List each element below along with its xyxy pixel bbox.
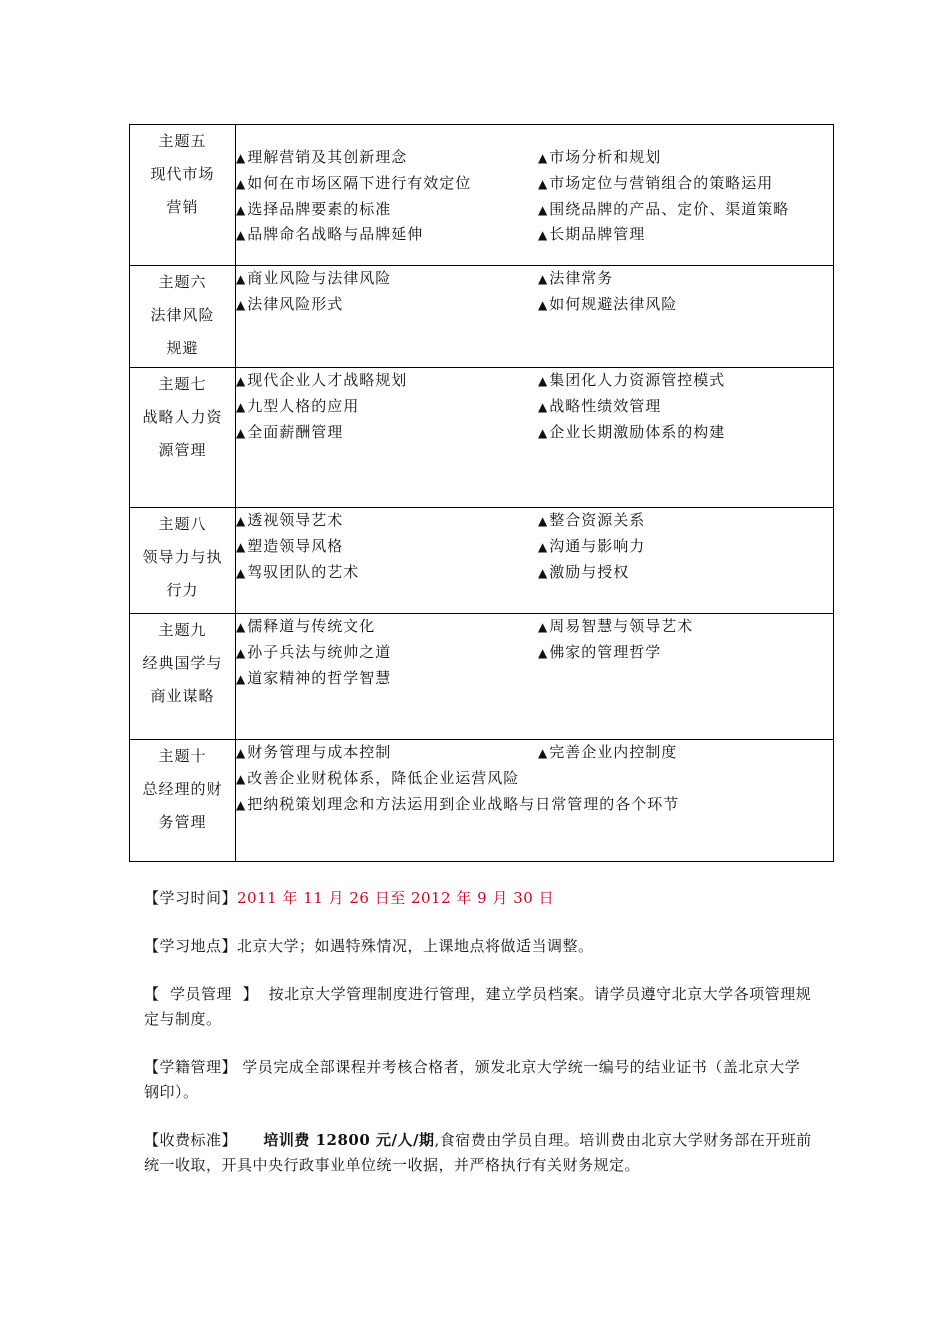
topic-items-cell: [236, 266, 834, 368]
triangle-bullet-icon: ▲: [236, 374, 247, 388]
topic-items-grid: [236, 508, 833, 585]
topic-item-text: 九型人格的应用: [247, 396, 360, 415]
triangle-bullet-icon: ▲: [236, 151, 247, 165]
topic-item-text: 法律风险形式: [247, 294, 344, 313]
topic-item-text: 法律常务: [549, 269, 614, 287]
topic-item-text: 市场定位与营销组合的策略运用: [549, 173, 774, 192]
topic-items-cell: [236, 614, 834, 740]
topic-item: [538, 292, 828, 318]
topic-title-cell: [130, 368, 236, 508]
student-management-paragraph: [144, 982, 814, 1032]
topic-title-line: 领导力与执: [142, 548, 223, 566]
topic-items-cell: [236, 740, 834, 862]
topic-item: [236, 508, 538, 534]
topic-item-text: 企业长期激励体系的构建: [549, 422, 726, 441]
triangle-bullet-icon: ▲: [538, 176, 549, 191]
triangle-bullet-icon: ▲: [236, 539, 247, 554]
fee-label: 【收费标准】: [144, 1131, 238, 1149]
student-management-value: 按北京大学管理制度进行管理，建立学员档案。请学员遵守北京大学各项管理规定与制度。: [144, 985, 812, 1028]
triangle-bullet-icon: ▲: [538, 151, 549, 165]
triangle-bullet-icon: ▲: [538, 746, 549, 760]
study-time-paragraph: [144, 886, 814, 911]
triangle-bullet-icon: ▲: [236, 228, 247, 243]
topic-item-text: 现代企业人才战略规划: [247, 371, 408, 389]
topic-title-cell: [130, 740, 236, 862]
triangle-bullet-icon: ▲: [236, 797, 247, 812]
topic-row: [130, 125, 834, 266]
topic-item-text: 财务管理与成本控制: [247, 743, 392, 761]
topic-items-grid: [236, 740, 833, 817]
topic-item: [236, 666, 538, 692]
topic-title-line: 战略人力资: [142, 408, 223, 426]
topic-item: [538, 508, 828, 534]
topic-item-text: 周易智慧与领导艺术: [549, 617, 694, 635]
student-status-paragraph: [144, 1055, 814, 1105]
topic-title-line: 行力: [166, 581, 199, 599]
topic-items-cell: [236, 368, 834, 508]
topic-items-cell: [236, 125, 834, 266]
triangle-bullet-icon: ▲: [538, 399, 549, 414]
topic-item: [538, 394, 828, 420]
triangle-bullet-icon: ▲: [538, 228, 549, 243]
topic-item: [538, 420, 828, 446]
topic-item: [236, 792, 828, 818]
topic-items-cell: [236, 508, 834, 614]
topic-row: [130, 740, 834, 862]
topic-title-line: 规避: [166, 339, 199, 357]
topic-items-grid: [236, 266, 833, 318]
topic-item-text: 全面薪酬管理: [247, 422, 344, 441]
fee-paragraph: [144, 1128, 814, 1178]
topic-item: [538, 197, 828, 223]
topic-title-cell: [130, 508, 236, 614]
triangle-bullet-icon: ▲: [538, 272, 549, 286]
study-location-label: 【学习地点】: [144, 937, 238, 955]
topic-items-grid: [236, 368, 833, 445]
topic-title-line: 营销: [166, 198, 199, 216]
study-time-label: 【学习时间】: [144, 889, 238, 907]
study-location-paragraph: [144, 934, 814, 959]
topic-item-text: 道家精神的哲学智慧: [247, 668, 392, 687]
topic-title-line: 务管理: [158, 813, 207, 831]
topic-item: [236, 368, 538, 394]
triangle-bullet-icon: ▲: [236, 746, 247, 760]
triangle-bullet-icon: ▲: [538, 202, 549, 217]
topic-items-grid: [236, 614, 833, 691]
triangle-bullet-icon: ▲: [236, 297, 247, 312]
triangle-bullet-icon: ▲: [236, 202, 247, 217]
topic-item-text: 沟通与影响力: [549, 536, 646, 555]
topic-item: [538, 640, 828, 666]
topic-item-text: 商业风险与法律风险: [247, 269, 392, 287]
topic-title-cell: [130, 266, 236, 368]
topic-title-line: 主题八: [158, 515, 207, 533]
triangle-bullet-icon: ▲: [538, 565, 549, 580]
triangle-bullet-icon: ▲: [236, 620, 247, 634]
topic-item-text: 长期品牌管理: [549, 225, 646, 244]
topic-title-line: 主题六: [158, 273, 207, 291]
topic-item: [236, 614, 538, 640]
topic-item-text: 整合资源关系: [549, 511, 646, 529]
topic-title-cell: [130, 125, 236, 266]
topic-item: [236, 292, 538, 318]
topic-row: [130, 614, 834, 740]
topic-title-line: 商业谋略: [150, 687, 215, 705]
triangle-bullet-icon: ▲: [236, 671, 247, 686]
topic-title-line: 主题七: [158, 375, 207, 393]
topic-item-text: 儒释道与传统文化: [247, 617, 376, 635]
topic-item-text: 孙子兵法与统帅之道: [247, 642, 392, 661]
topic-item: [236, 420, 538, 446]
topic-title-line: 主题九: [158, 621, 207, 639]
topic-item: [538, 560, 828, 586]
topic-item-text: 佛家的管理哲学: [549, 642, 662, 661]
topic-item-text: 围绕品牌的产品、定价、渠道策略: [549, 199, 790, 218]
triangle-bullet-icon: ▲: [538, 539, 549, 554]
topic-item: [538, 222, 828, 248]
topic-title-line: 现代市场: [150, 165, 215, 183]
triangle-bullet-icon: ▲: [538, 514, 549, 528]
student-status-value: 学员完成全部课程并考核合格者，颁发北京大学统一编号的结业证书（盖北京大学钢印）。: [144, 1058, 801, 1101]
topic-item-text: 塑造领导风格: [247, 536, 344, 555]
triangle-bullet-icon: ▲: [538, 620, 549, 634]
topic-item: [538, 368, 828, 394]
topic-item: [236, 766, 828, 792]
topic-item: [236, 394, 538, 420]
topic-item-text: 改善企业财税体系，降低企业运营风险: [247, 768, 520, 787]
triangle-bullet-icon: ▲: [538, 645, 549, 660]
triangle-bullet-icon: ▲: [236, 272, 247, 286]
topic-item-text: 完善企业内控制度: [549, 743, 678, 761]
study-time-value: 2011 年 11 月 26 日至 2012 年 9 月 30 日: [237, 889, 555, 907]
curriculum-table-body: [130, 125, 834, 862]
triangle-bullet-icon: ▲: [236, 425, 247, 440]
topic-item-text: 透视领导艺术: [247, 511, 344, 529]
topic-item: [538, 534, 828, 560]
triangle-bullet-icon: ▲: [236, 645, 247, 660]
topic-item: [236, 266, 538, 292]
topic-title-line: 总经理的财: [142, 780, 223, 798]
topic-item: [236, 171, 538, 197]
topic-item: [538, 740, 828, 766]
topic-item-text: 选择品牌要素的标准: [247, 199, 392, 218]
topic-item: [538, 614, 828, 640]
topic-item: [538, 171, 828, 197]
topic-item: [236, 197, 538, 223]
topic-item: [236, 145, 538, 171]
topic-item: [538, 145, 828, 171]
topic-row: [130, 508, 834, 614]
triangle-bullet-icon: ▲: [538, 374, 549, 388]
student-status-label: 【学籍管理】: [144, 1058, 238, 1076]
triangle-bullet-icon: ▲: [236, 565, 247, 580]
fee-amount: 培训费 12800 元/人/期: [263, 1131, 435, 1149]
fee-details: ,食宿费由学员自理。培训费由北京大学财务部在开班前统一收取，开具中央行政事业单位统一收据，并严格执行有关财务规定。: [144, 1131, 812, 1174]
topic-item-text: 如何在市场区隔下进行有效定位: [247, 173, 472, 192]
topic-item-text: 战略性绩效管理: [549, 396, 662, 415]
topic-item: [236, 560, 538, 586]
topic-item: [236, 640, 538, 666]
triangle-bullet-icon: ▲: [538, 297, 549, 312]
topic-item: [236, 534, 538, 560]
triangle-bullet-icon: ▲: [236, 176, 247, 191]
topic-item: [236, 222, 538, 248]
topic-title-line: 主题十: [158, 747, 207, 765]
topic-item: [236, 740, 538, 766]
topic-item-text: 把纳税策划理念和方法运用到企业战略与日常管理的各个环节: [247, 794, 680, 813]
triangle-bullet-icon: ▲: [236, 399, 247, 414]
triangle-bullet-icon: ▲: [538, 425, 549, 440]
topic-row: [130, 368, 834, 508]
topic-title-line: 法律风险: [150, 306, 215, 324]
student-management-label: 【 学员管理 】: [144, 985, 259, 1003]
topic-title-cell: [130, 614, 236, 740]
topic-item: [538, 266, 828, 292]
topic-item-text: 驾驭团队的艺术: [247, 562, 360, 581]
topic-item-text: 市场分析和规划: [549, 148, 662, 166]
topic-item-text: 品牌命名战略与品牌延伸: [247, 225, 424, 244]
topic-title-line: 经典国学与: [142, 654, 223, 672]
topic-title-line: 源管理: [158, 441, 207, 459]
topic-item-text: 如何规避法律风险: [549, 294, 678, 313]
curriculum-table: [129, 124, 834, 862]
topic-item-text: 激励与授权: [549, 562, 630, 581]
study-location-value: 北京大学；如遇特殊情况，上课地点将做适当调整。: [237, 937, 594, 955]
topic-title-line: 主题五: [158, 132, 207, 150]
triangle-bullet-icon: ▲: [236, 771, 247, 786]
topic-item-text: 集团化人力资源管控模式: [549, 371, 726, 389]
triangle-bullet-icon: ▲: [236, 514, 247, 528]
topic-item-text: 理解营销及其创新理念: [247, 148, 408, 166]
topic-items-grid: [236, 145, 833, 248]
topic-row: [130, 266, 834, 368]
